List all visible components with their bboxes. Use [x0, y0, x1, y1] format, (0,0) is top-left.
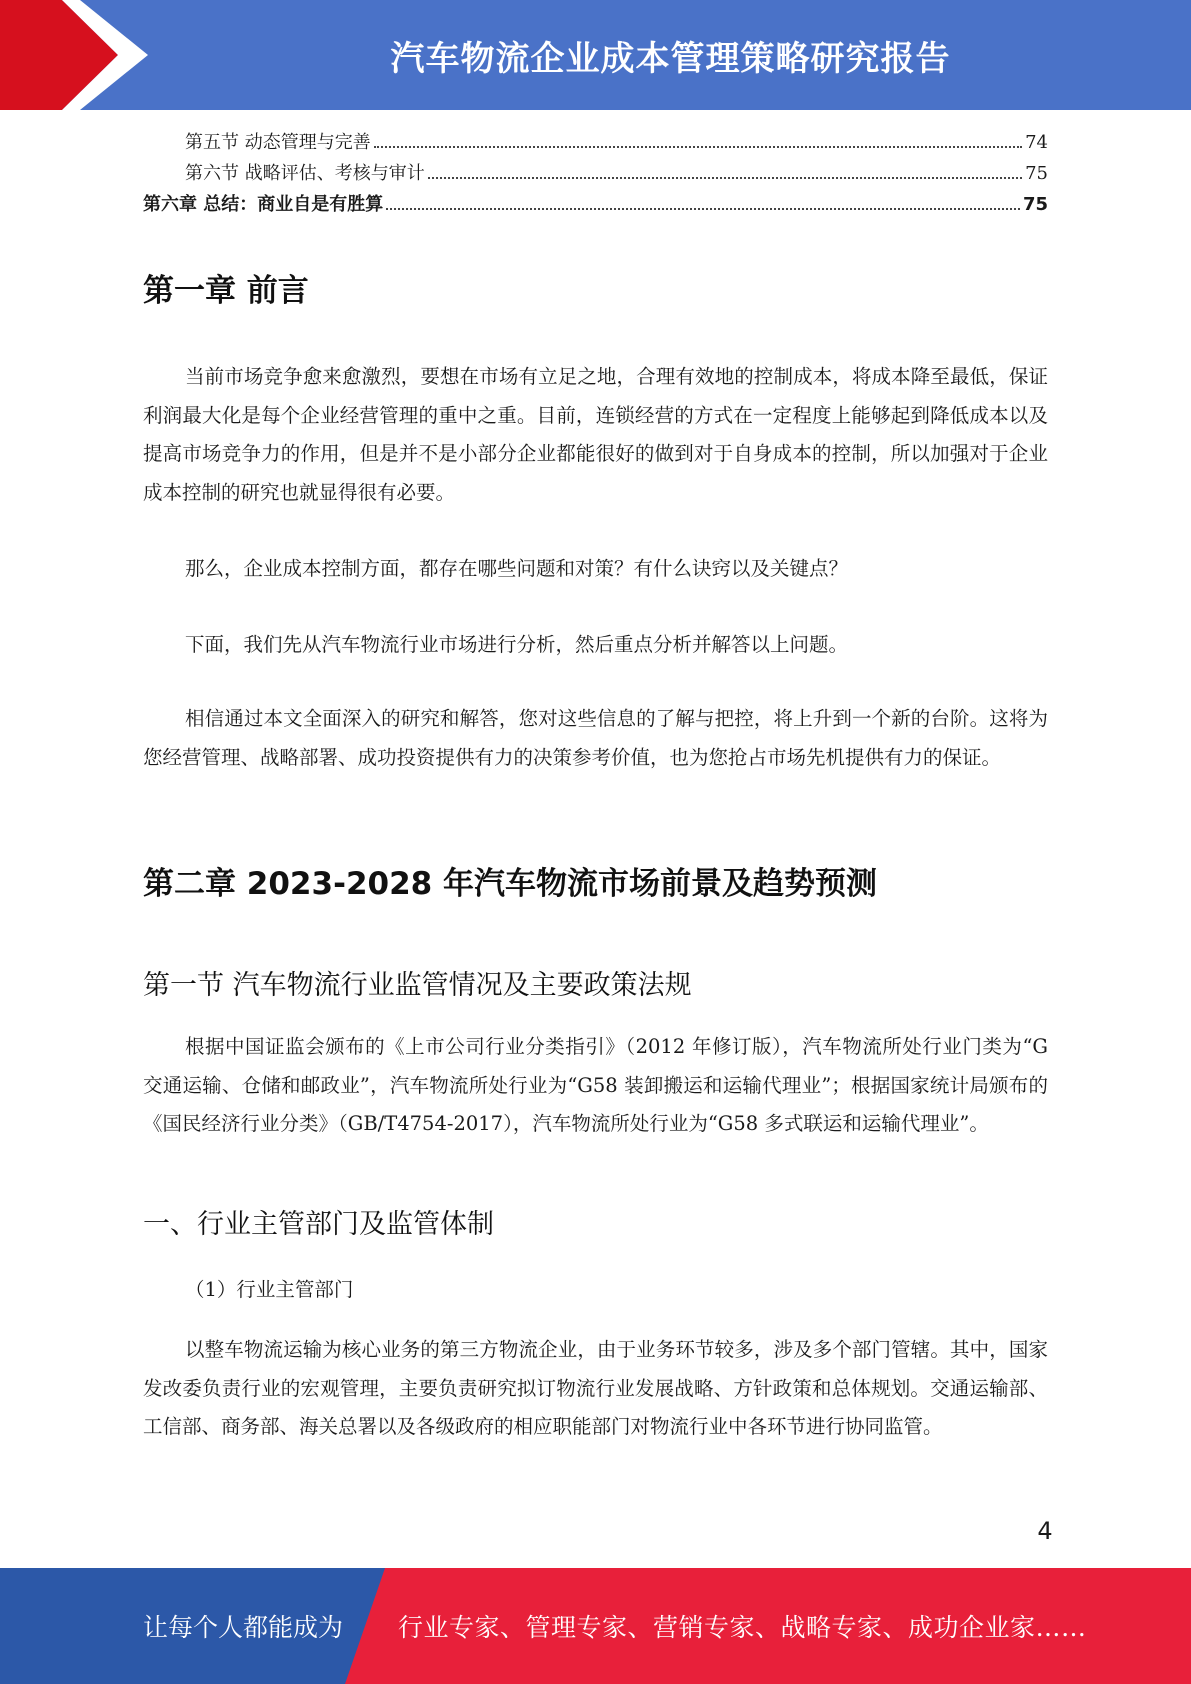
table-of-contents [143, 128, 1048, 221]
body-paragraph: 那么，企业成本控制方面，都存在哪些问题和对策？有什么诀窍以及关键点？ [185, 557, 849, 580]
toc-entry-label: 第六节 战略评估、考核与审计 [185, 163, 425, 184]
footer-slogan-left: 让每个人都能成为 [143, 1613, 344, 1642]
page-header [0, 0, 1191, 110]
header-title: 汽车物流企业成本管理策略研究报告 [390, 38, 951, 79]
page-number: 4 [1037, 1517, 1053, 1545]
subsection-heading: 一、行业主管部门及监管体制 [143, 1209, 494, 1240]
footer-slogan-right: 行业专家、管理专家、营销专家、战略专家、成功企业家…… [398, 1613, 1087, 1642]
chapter-heading: 第二章 2023-2028 年汽车物流市场前景及趋势预测 [143, 866, 878, 902]
toc-entry-chapter[interactable] [143, 190, 1048, 221]
chapter-heading: 第一章 前言 [143, 273, 309, 309]
body-paragraph: 根据中国证监会颁布的《上市公司行业分类指引》（2012 年修订版），汽车物流所处行业门类为“G 交通运输、仓储和邮政业”，汽车物流所处行业为“G58 装卸搬运和运输代理业”；根据国家统计局颁布的《国民经济行业分类》（GB/T4754-2017），汽车物流所处行业为“G58 多式联运和运输代理业”。 [143, 1035, 1048, 1135]
toc-dot-leader [428, 160, 1022, 179]
toc-entry-page: 75 [1025, 163, 1048, 184]
body-paragraph: 以整车物流运输为核心业务的第三方物流企业，由于业务环节较多，涉及多个部门管辖。其中，国家发改委负责行业的宏观管理，主要负责研究拟订物流行业发展战略、方针政策和总体规划。交通运输部、工信部、商务部、海关总署以及各级政府的相应职能部门对物流行业中各环节进行协同监管。 [143, 1338, 1048, 1438]
toc-entry-page: 75 [1022, 194, 1048, 215]
section-heading: 第一节 汽车物流行业监管情况及主要政策法规 [143, 970, 692, 1001]
body-paragraph: 当前市场竞争愈来愈激烈，要想在市场有立足之地，合理有效地的控制成本，将成本降至最低，保证利润最大化是每个企业经营管理的重中之重。目前，连锁经营的方式在一定程度上能够起到降低成本以及提高市场竞争力的作用，但是并不是小部分企业都能很好的做到对于自身成本的控制，所以加强对于企业成本控制的研究也就显得很有必要。 [143, 365, 1048, 504]
toc-entry-page: 74 [1025, 132, 1048, 153]
body-paragraph: 相信通过本文全面深入的研究和解答，您对这些信息的了解与把控，将上升到一个新的台阶。这将为您经营管理、战略部署、成功投资提供有力的决策参考价值，也为您抢占市场先机提供有力的保证。 [143, 707, 1048, 769]
body-paragraph: 下面，我们先从汽车物流行业市场进行分析，然后重点分析并解答以上问题。 [185, 633, 849, 656]
toc-entry-label: 第六章 总结：商业自是有胜算 [143, 194, 384, 215]
toc-entry[interactable] [143, 128, 1048, 159]
toc-dot-leader [386, 191, 1020, 210]
toc-entry[interactable] [143, 159, 1048, 190]
toc-dot-leader [374, 129, 1022, 148]
item-label: （1）行业主管部门 [185, 1278, 354, 1301]
toc-entry-label: 第五节 动态管理与完善 [185, 132, 371, 153]
page-footer [0, 1568, 1191, 1684]
